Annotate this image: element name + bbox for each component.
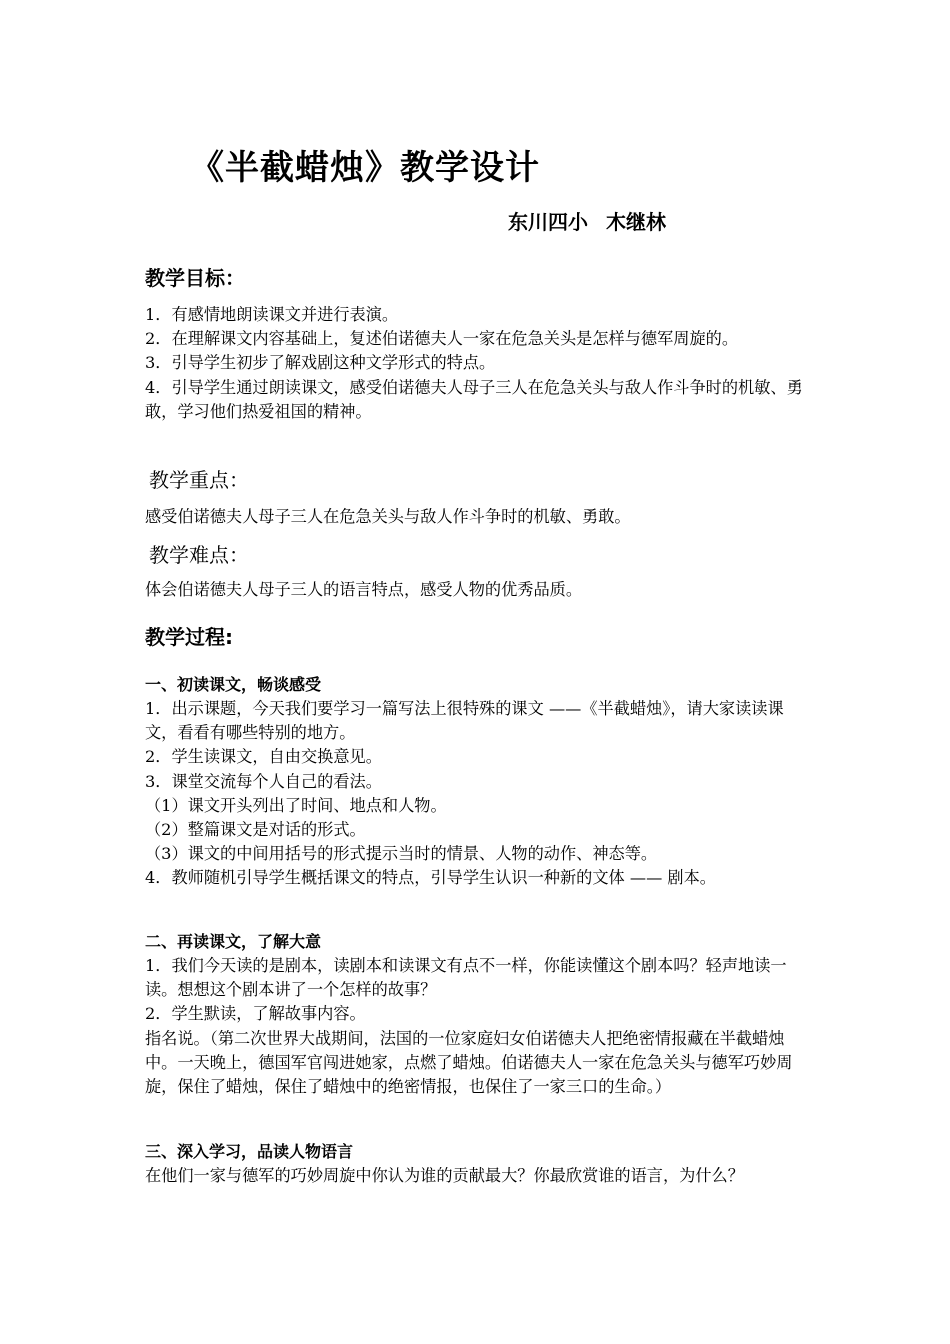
section-3-item: 在他们一家与德军的巧妙周旋中你认为谁的贡献最大？你最欣赏谁的语言，为什么？	[145, 1166, 744, 1185]
section-2-item: 1．我们今天读的是剧本，读剧本和读课文有点不一样，你能读懂这个剧本吗？轻声地读一读。想想这个剧本讲了一个怎样的故事？	[145, 956, 787, 1000]
section-1-heading: 一、初读课文，畅谈感受	[145, 675, 322, 694]
goal-item: 2．在理解课文内容基础上，复述伯诺德夫人一家在危急关头是怎样与德军周旋的。	[145, 329, 739, 349]
key-point-section	[145, 466, 810, 494]
key-point-body	[145, 505, 810, 529]
section-1-item: 1．出示课题，今天我们要学习一篇写法上很特殊的课文 ——《半截蜡烛》，请大家读读课文，看看有哪些特别的地方。	[145, 699, 784, 743]
process-section-3	[145, 1140, 810, 1188]
author-name: 木继林	[606, 210, 666, 234]
goal-item: 3．引导学生初步了解戏剧这种文学形式的特点。	[145, 353, 496, 373]
process-section-2	[145, 930, 810, 1099]
goal-item: 4．引导学生通过朗读课文，感受伯诺德夫人母子三人在危急关头与敌人作斗争时的机敏、勇敢，学习他们热爱祖国的精神。	[145, 377, 803, 421]
author-school: 东川四小	[508, 210, 588, 234]
section-1-item: 2．学生读课文，自由交换意见。	[145, 747, 382, 767]
goal-item: 1．有感情地朗读课文并进行表演。	[145, 305, 399, 324]
key-point-heading: 教学重点：	[149, 468, 249, 492]
difficulty-body	[145, 578, 810, 602]
goals-heading: 教学目标：	[145, 266, 245, 290]
author-line	[508, 206, 666, 235]
process-section	[145, 623, 810, 651]
section-1-item: 3．课堂交流每个人自己的看法。	[145, 771, 382, 791]
section-1-item: （3）课文的中间用括号的形式提示当时的情景、人物的动作、神态等。	[145, 844, 658, 864]
section-2-item: 2．学生默读，了解故事内容。	[145, 1004, 366, 1024]
section-1-item: （2）整篇课文是对话的形式。	[145, 820, 366, 840]
section-2-item: 指名说。（第二次世界大战期间，法国的一位家庭妇女伯诺德夫人把绝密情报藏在半截蜡烛中。一天晚上，德国军官闯进她家，点燃了蜡烛。伯诺德夫人一家在危急关头与德军巧妙周旋，保住了蜡烛，保住了蜡烛中的绝密情报，也保住了一家三口的生命。）	[145, 1028, 793, 1097]
goals-list	[145, 303, 810, 424]
process-heading: 教学过程:	[145, 625, 233, 649]
process-section-1	[145, 673, 810, 891]
document-title: 《半截蜡烛》教学设计	[190, 148, 540, 188]
section-1-item: 4．教师随机引导学生概括课文的特点，引导学生认识一种新的文体 —— 剧本。	[145, 868, 716, 888]
difficulty-section	[145, 541, 810, 569]
difficulty-heading: 教学难点：	[149, 543, 249, 567]
section-3-heading: 三、深入学习，品读人物语言	[145, 1142, 354, 1161]
goals-section	[145, 264, 810, 292]
section-2-heading: 二、再读课文，了解大意	[145, 932, 322, 951]
section-1-item: （1）课文开头列出了时间、地点和人物。	[145, 795, 447, 815]
key-point-text: 感受伯诺德夫人母子三人在危急关头与敌人作斗争时的机敏、勇敢。	[145, 507, 631, 526]
difficulty-text: 体会伯诺德夫人母子三人的语言特点，感受人物的优秀品质。	[145, 580, 583, 599]
